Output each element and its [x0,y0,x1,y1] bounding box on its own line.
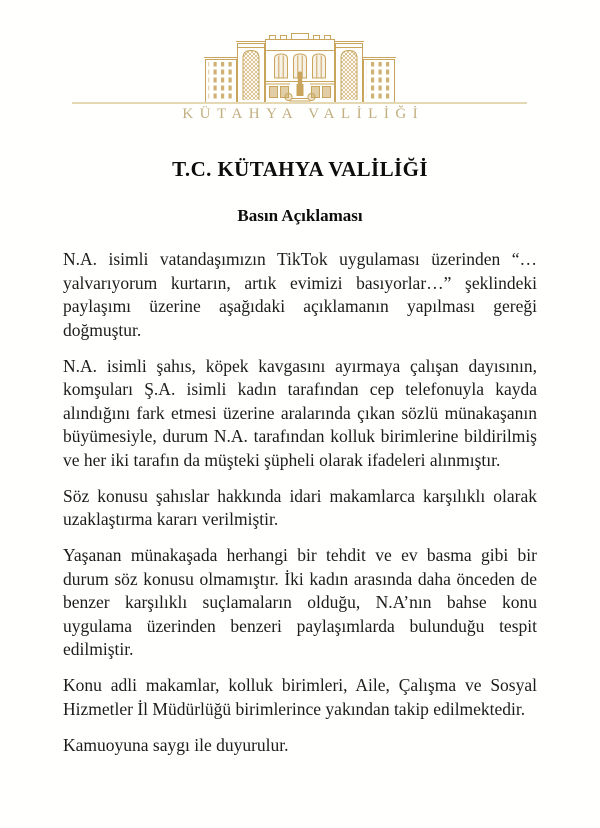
paragraphs-container [63,248,537,757]
document-title: T.C. KÜTAHYA VALİLİĞİ [172,157,428,181]
governorship-building-icon [204,28,396,104]
logo-caption: KÜTAHYA VALİLİĞİ [182,106,425,122]
paragraph: Yaşanan münakaşada herhangi bir tehdit ve ev basma gibi bir durum söz konusu olmamıştır. İki kadın arasında daha önceden de benzer karşılıklı suçlamaların olduğu, N.A’nın bahse konu uygulama üzerinden benzeri paylaşımlarda bulunduğu tespit edilmiştir. [63,545,537,659]
letterhead [0,0,600,130]
document-subtitle: Basın Açıklaması [237,206,363,225]
logo-divider-line [72,102,527,104]
press-release-body [0,130,600,757]
paragraph: Söz konusu şahıslar hakkında idari makamlarca karşılıklı olarak uzaklaştırma kararı verilmiştir. [63,485,537,529]
paragraph: Konu adli makamlar, kolluk birimleri, Aile, Çalışma ve Sosyal Hizmetler İl Müdürlüğü birimlerince yakından takip edilmektedir. [63,675,537,719]
paragraph: Kamuoyuna saygı ile duyurulur. [63,734,289,755]
paragraph: N.A. isimli şahıs, köpek kavgasını ayırmaya çalışan dayısının, komşuları Ş.A. isimli kadın tarafından cep telefonuyla kayda alındığını fark etmesi üzerine aralarında çıkan sözlü münakaşanın büyümesiyle, durum N.A. tarafından kolluk birimlerine bildirilmiş ve her iki tarafın da müşteki şüpheli olarak ifadeleri alınmıştır. [63,355,537,470]
paragraph: N.A. isimli vatandaşımızın TikTok uygulaması üzerinden “… yalvarıyorum kurtarın, artık evimizi basıyorlar…” şeklindeki paylaşımı üzerine aşağıdaki açıklamanın yapılması gereği doğmuştur. [63,249,537,340]
